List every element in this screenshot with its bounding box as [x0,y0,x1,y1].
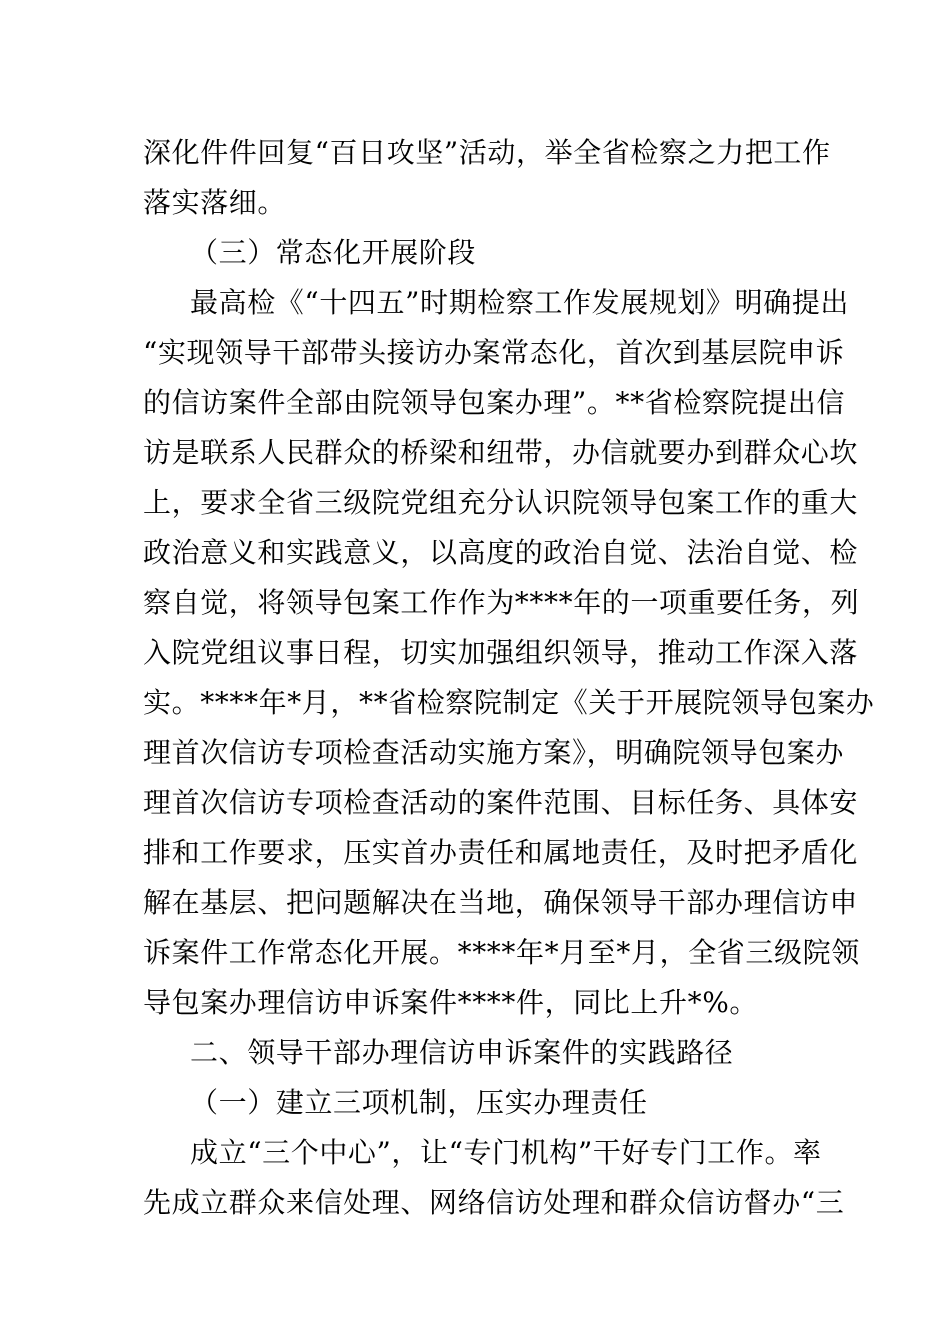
paragraph-line: 政治意义和实践意义，以高度的政治自觉、法治自觉、检 [143,536,859,569]
paragraph-line: 解在基层、把问题解决在当地，确保领导干部办理信访申 [143,886,859,919]
paragraph-line: 察自觉，将领导包案工作作为****年的一项重要任务，列 [143,586,860,619]
paragraph-line: 先成立群众来信处理、网络信访处理和群众信访督办“三 [143,1186,845,1219]
chapter-heading: 二、领导干部办理信访申诉案件的实践路径 [190,1036,734,1069]
paragraph-line: 实。****年*月，**省检察院制定《关于开展院领导包案办 [143,686,875,719]
paragraph-line: 理首次信访专项检查活动实施方案》，明确院领导包案办 [143,736,845,769]
paragraph-line: 成立“三个中心”，让“专门机构”干好专门工作。率 [190,1136,822,1169]
paragraph-line: 导包案办理信访申诉案件****件，同比上升*%。 [143,986,759,1019]
paragraph-line: 深化件件回复“百日攻坚”活动，举全省检察之力把工作 [143,136,831,169]
paragraph-line: “实现领导干部带头接访办案常态化，首次到基层院申诉 [143,336,845,369]
section-heading: （一）建立三项机制，压实办理责任 [190,1086,648,1119]
paragraph-line: 最高检《“十四五”时期检察工作发展规划》明确提出 [190,286,850,319]
paragraph-line: 理首次信访专项检查活动的案件范围、目标任务、具体安 [143,786,859,819]
paragraph-line: 排和工作要求，压实首办责任和属地责任，及时把矛盾化 [143,836,859,869]
section-heading: （三）常态化开展阶段 [190,236,477,269]
paragraph-line: 上，要求全省三级院党组充分认识院领导包案工作的重大 [143,486,859,519]
paragraph-line: 入院党组议事日程，切实加强组织领导，推动工作深入落 [143,636,859,669]
paragraph-line: 诉案件工作常态化开展。****年*月至*月，全省三级院领 [143,936,860,969]
paragraph-line: 访是联系人民群众的桥梁和纽带，办信就要办到群众心坎 [143,436,859,469]
paragraph-line: 的信访案件全部由院领导包案办理”。**省检察院提出信 [143,386,845,419]
paragraph-line: 落实落细。 [143,186,287,219]
